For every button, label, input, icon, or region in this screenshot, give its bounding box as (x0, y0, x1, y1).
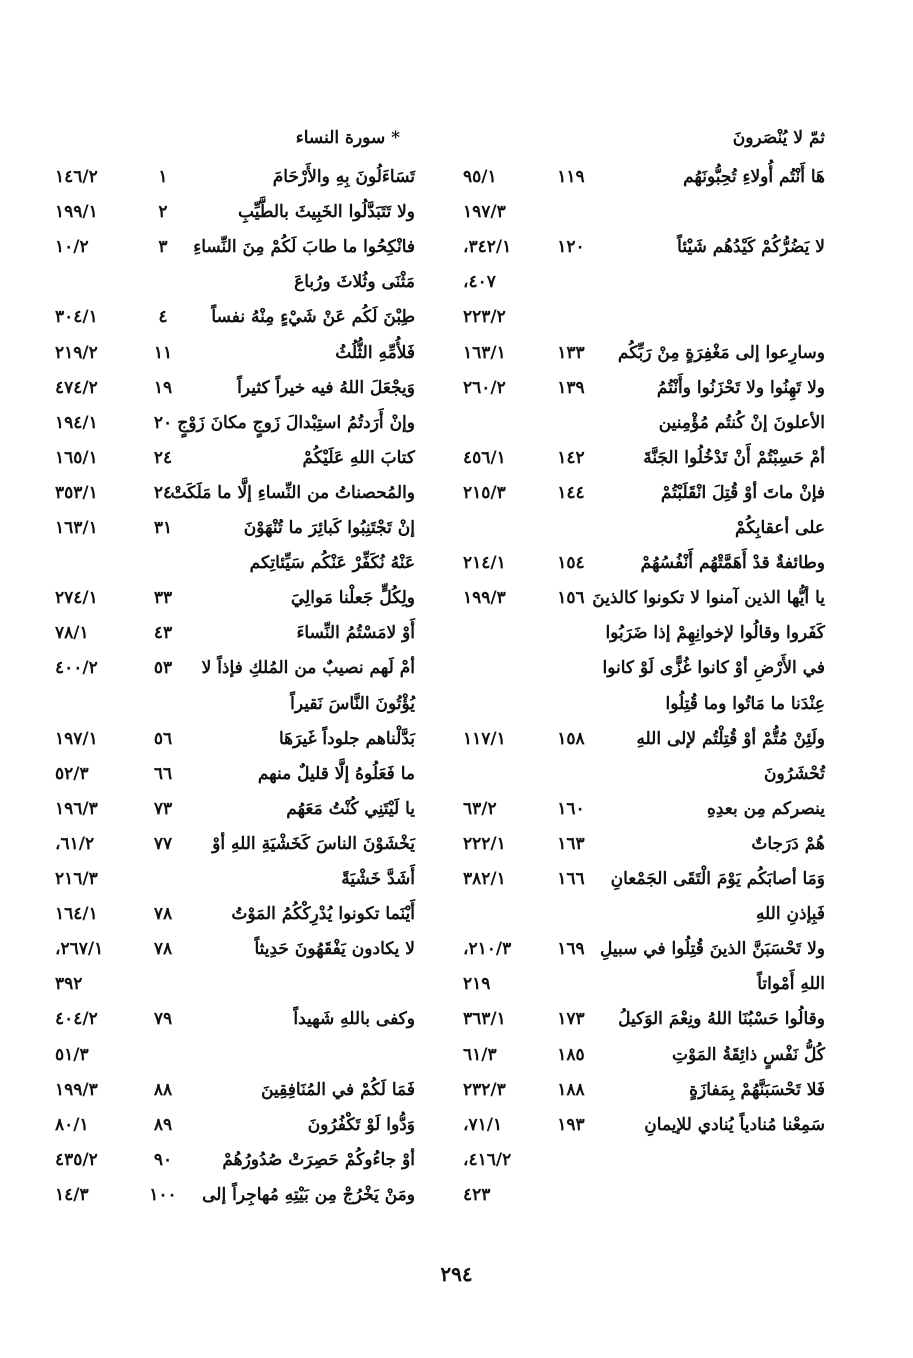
verse-text: أمْ لَهم نصيبٌ من المُلكِ فإذاً لا (201, 658, 415, 679)
volume-page-ref: ٢١٠/٣، (463, 939, 512, 960)
verse-text: أوْ جاءُوكُمْ حَصِرَتْ صُدُورُهُمْ (222, 1149, 415, 1170)
verse-number: ٢٠ (153, 412, 173, 433)
index-row (463, 616, 825, 650)
volume-page-ref: ٢١٩ (463, 974, 491, 995)
verse-text: وإنْ أَرَدتُمُ استِبْدالَ زَوجٍ مكانَ زَوْجٍ (177, 412, 415, 433)
index-row (463, 300, 825, 334)
volume-page-ref: ٢١٩/٢ (55, 342, 98, 363)
volume-page-ref: ٣٨٢/١ (463, 869, 506, 889)
verse-text: وسارِعوا إلى مَغْفِرَةٍ مِنْ رَبِّكُم (617, 342, 825, 363)
verse-text: ومَنْ يَخْرُجْ مِن بَيْتِهِ مُهاجِراً إلى (202, 1184, 415, 1205)
index-row (55, 511, 415, 545)
index-row (55, 160, 415, 194)
index-row (463, 441, 825, 475)
verse-number: ١٧٣ (557, 1009, 585, 1030)
index-row (55, 441, 415, 475)
verse-text: هَا أَنْتُم أُولاءِ تُحِبُّونَهُم (683, 167, 825, 187)
verse-number: ١٥٦ (557, 588, 585, 609)
verse-number: ١٨٥ (557, 1044, 585, 1065)
verse-number: ١٨٨ (557, 1079, 585, 1100)
index-row (463, 160, 825, 194)
verse-number: ٦٦ (153, 763, 173, 784)
volume-page-ref: ٣٦٣/١ (463, 1009, 506, 1030)
volume-page-ref: ١٩٧/٣ (463, 202, 506, 223)
verse-text: وَدُّوا لَوْ تَكْفُرُونَ (307, 1114, 415, 1135)
verse-text: ولا تَحْسَبَنَّ الذينَ قُتِلُوا في سبيلِ (599, 939, 825, 960)
volume-page-ref: ٢٣٢/٣ (463, 1079, 506, 1100)
volume-page-ref: ١٩٧/١ (55, 728, 98, 749)
verse-number: ٩٠ (153, 1149, 173, 1170)
index-row (55, 476, 415, 510)
verse-text: وَمَا أصابَكُم يَوْمَ الْتَقَى الجَمْعانِ (610, 869, 825, 889)
volume-page-ref: ٦١/٣ (463, 1044, 497, 1065)
verse-text: أمْ حَسِبْتُمْ أَنْ تَدْخُلُوا الجَنَّةَ (643, 447, 825, 468)
verse-text: في الأَرْضِ أوْ كانوا غُزًّى لَوْ كانوا (602, 658, 825, 679)
verse-number: ٢ (158, 202, 168, 223)
verse-text: وقالُوا حَسْبُنَا اللهُ ونِعْمَ الوَكيلُ (618, 1009, 825, 1030)
index-row (463, 581, 825, 615)
volume-page-ref: ٥٢/٣ (55, 763, 89, 784)
verse-text: مَثْنَى وثُلاثَ ورُباعَ (294, 272, 415, 293)
index-row (463, 897, 825, 931)
verse-number: ١٥٨ (557, 728, 585, 749)
index-row (463, 722, 825, 756)
index-row (55, 722, 415, 756)
volume-page-ref: ١٩٩/١ (55, 202, 98, 223)
index-row (463, 967, 825, 1001)
verse-text: يا لَيْتَنِي كُنْتُ مَعَهُم (286, 798, 415, 819)
verse-text: ولَئِنْ مُتُّمْ أوْ قُتِلْتُم لإلى اللهِ (636, 728, 825, 749)
volume-page-ref: ١٩٩/٣ (55, 1079, 98, 1100)
index-row (55, 792, 415, 826)
verse-number: ١٦٩ (557, 939, 585, 960)
volume-page-ref: ٢٢٢/١ (463, 833, 506, 854)
index-row (463, 406, 825, 440)
verse-text: والمُحصناتُ من النِّساءِ إلَّا ما مَلَكَتْ (170, 482, 415, 503)
verse-text: أَشَدَّ خَشْيَةً (341, 869, 415, 889)
verse-text: لا يكادون يَفْقَهُونَ حَدِيثاً (254, 939, 415, 960)
verse-number: ١٣٣ (557, 342, 585, 363)
index-row (463, 792, 825, 826)
verse-text: ينصركم مِن بعدِهِ (706, 798, 825, 819)
volume-page-ref: ٢١٤/١ (463, 553, 506, 574)
volume-page-ref: ٤٥٦/١ (463, 447, 506, 468)
verse-number: ٤ (158, 307, 168, 328)
verse-text: ولِكُلٍّ جَعلْنا مَوالِيَ (290, 588, 415, 609)
volume-page-ref: ١٦٥/١ (55, 447, 98, 468)
volume-page-ref: ٧١/١، (463, 1114, 503, 1135)
verse-number: ١٦٣ (557, 833, 585, 854)
volume-page-ref: ١٦٤/١ (55, 904, 98, 925)
index-row (463, 1143, 825, 1177)
volume-page-ref: ٤٠٠/٢ (55, 658, 98, 679)
verse-number: ١١ (153, 342, 173, 363)
index-row (463, 651, 825, 685)
index-row (463, 476, 825, 510)
volume-page-ref: ٦٣/٢ (463, 798, 497, 819)
index-row (55, 230, 415, 264)
verse-number: ٧٩ (153, 1009, 173, 1030)
left-column-heading: * سورة النساء (295, 128, 400, 148)
verse-number: ٥٣ (153, 658, 173, 679)
verse-text: فَلا تَحْسَبَنَّهُمْ بِمَفازَةٍ (689, 1079, 825, 1100)
verse-number: ١٠٠ (149, 1184, 177, 1205)
index-row (463, 827, 825, 861)
verse-number: ١٥٤ (557, 553, 585, 574)
verse-text: إنْ تَجْتَنِبُوا كَبائِرَ ما تُنْهَوْنَ (243, 518, 415, 538)
verse-number: ٣١ (153, 518, 173, 538)
volume-page-ref: ٥١/٣ (55, 1044, 89, 1065)
verse-text: عَنْهُ نُكَفِّرْ عَنْكُم سَيِّئاتِكم (249, 553, 415, 574)
volume-page-ref: ٤٣٥/٢ (55, 1149, 98, 1170)
volume-page-ref: ٢٢٣/٢ (463, 307, 506, 328)
verse-text: يُؤْتُونَ النَّاسَ نَقيراً (290, 693, 415, 714)
volume-page-ref: ٣٩٢ (55, 974, 83, 995)
verse-number: ٧٨ (153, 939, 173, 960)
verse-text: تَسَاءَلُونَ بِهِ والأَرْحَامَ (272, 167, 415, 187)
index-row (55, 1108, 415, 1142)
index-row (55, 651, 415, 685)
index-row (463, 1108, 825, 1142)
verse-number: ١٦٦ (557, 869, 585, 889)
index-row (463, 932, 825, 966)
verse-text: الأعلونَ إنْ كُنتُم مُؤْمِنين (658, 412, 825, 433)
volume-page-ref: ١٤٦/٢ (55, 167, 98, 187)
verse-number: ١٤٢ (557, 447, 585, 468)
index-row (55, 371, 415, 405)
verse-number: ٢٤ (153, 447, 173, 468)
verse-text: أَيْنَما تكونوا يُدْرِكْكُمُ المَوْتُ (231, 904, 415, 925)
index-row (55, 862, 415, 896)
verse-number: ٣٣ (153, 588, 173, 609)
verse-text: كُلُّ نَفْسٍ ذائِقَةُ المَوْتِ (672, 1044, 825, 1065)
index-row (463, 336, 825, 370)
verse-text: وَيجْعَلَ اللهُ فيه خيراً كثيراً (237, 377, 415, 398)
verse-number: ٤٣ (153, 623, 173, 644)
verse-number: ١٩ (153, 377, 173, 398)
volume-page-ref: ٦١/٢، (55, 833, 95, 854)
volume-page-ref: ٤٠٧، (463, 272, 496, 293)
volume-page-ref: ١٠/٢ (55, 237, 89, 258)
index-row (55, 932, 415, 966)
volume-page-ref: ٢١٥/٣ (463, 482, 506, 503)
verse-text: بَدَّلْناهم جلوداً غَيرَهَا (278, 728, 415, 749)
verse-number: ١٤٤ (557, 482, 585, 503)
volume-page-ref: ٢٦٧/١، (55, 939, 104, 960)
index-row (55, 336, 415, 370)
index-row (55, 827, 415, 861)
index-row (55, 546, 415, 580)
verse-text: يا أيُّها الذين آمنوا لا تكونوا كالذينَ (592, 588, 825, 609)
volume-page-ref: ٣٥٣/١ (55, 482, 98, 503)
verse-text: وكفى باللهِ شَهيداً (293, 1009, 415, 1030)
index-row (463, 371, 825, 405)
verse-number: ١ (158, 167, 168, 187)
volume-page-ref: ٨٠/١ (55, 1114, 89, 1135)
volume-page-ref: ٩٥/١ (463, 167, 497, 187)
volume-page-ref: ٣٠٤/١ (55, 307, 98, 328)
verse-number: ٢٤ (153, 482, 173, 503)
index-row (463, 195, 825, 229)
volume-page-ref: ٢١٦/٣ (55, 869, 98, 889)
volume-page-ref: ٤٧٤/٢ (55, 377, 98, 398)
index-row (463, 1073, 825, 1107)
verse-number: ٣ (158, 237, 168, 258)
verse-text: ولا تَهِنُوا ولا تَحْزَنُوا وأَنْتُمُ (656, 377, 825, 398)
verse-text: فَمَا لَكُمْ في المُنَافِقِينَ (261, 1079, 415, 1100)
right-column-heading: ثمّ لا يُنْصَرونَ (732, 128, 825, 148)
verse-number: ١٩٣ (557, 1114, 585, 1135)
index-row (463, 546, 825, 580)
index-row (463, 265, 825, 299)
verse-text: طِبْنَ لَكُم عَنْ شَيْءٍ مِنْهُ نفساً (211, 307, 415, 328)
index-row (55, 1073, 415, 1107)
verse-text: سَمِعْنا مُنادياً يُنادي للإيمانِ (644, 1114, 825, 1135)
volume-page-ref: ١٩٤/١ (55, 412, 98, 433)
verse-text: وطائفةٌ قدْ أَهَمَّتْهُم أَنْفُسُهُمْ (640, 553, 825, 574)
volume-page-ref: ١٩٩/٣ (463, 588, 506, 609)
index-row (463, 511, 825, 545)
verse-text: اللهِ أَمْواتاً (757, 974, 825, 995)
index-row (55, 581, 415, 615)
verse-text: على أعقابِكُمْ (735, 518, 825, 538)
index-row (463, 1038, 825, 1072)
index-row (55, 1002, 415, 1036)
volume-page-ref: ١٤/٣ (55, 1184, 89, 1205)
volume-page-ref: ٧٨/١ (55, 623, 89, 644)
index-row (55, 897, 415, 931)
index-row (55, 616, 415, 650)
volume-page-ref: ١٦٣/١ (55, 518, 98, 538)
verse-number: ٧٣ (153, 798, 173, 819)
index-row (55, 265, 415, 299)
verse-text: ولا تَتَبَدَّلُوا الخَبِيثَ بالطَّيِّبِ (238, 202, 415, 223)
volume-page-ref: ٤١٦/٢، (463, 1149, 512, 1170)
verse-number: ١٢٠ (557, 237, 585, 258)
volume-page-ref: ١١٧/١ (463, 728, 506, 749)
index-row (463, 687, 825, 721)
index-row (463, 1178, 825, 1212)
index-row (55, 1038, 415, 1072)
volume-page-ref: ١٦٣/١ (463, 342, 506, 363)
index-row (463, 757, 825, 791)
verse-number: ٥٦ (153, 728, 173, 749)
verse-text: ما فَعَلُوهُ إلَّا قليلٌ منهم (257, 763, 415, 784)
index-row (463, 862, 825, 896)
verse-text: أَوْ لامَسْتُمُ النِّساءَ (296, 623, 415, 644)
volume-page-ref: ٤٠٤/٢ (55, 1009, 98, 1030)
index-row (55, 687, 415, 721)
index-row (463, 230, 825, 264)
verse-text: كَفَروا وقالُوا لإخوانِهِمْ إذا ضَرَبُوا (605, 623, 825, 644)
verse-text: لا يَضُرُّكُمْ كَيْدُهُم شَيْئاً (677, 237, 825, 258)
volume-page-ref: ٤٢٣ (463, 1184, 491, 1205)
volume-page-ref: ٣٤٢/١، (463, 237, 512, 258)
index-row (55, 195, 415, 229)
page-number: ٢٩٤ (440, 1262, 473, 1286)
index-row (463, 1002, 825, 1036)
verse-text: تُحْشَرُونَ (764, 763, 825, 784)
verse-number: ٨٩ (153, 1114, 173, 1135)
verse-text: كتابَ اللهِ عَلَيْكُمْ (302, 447, 415, 468)
verse-text: عِنْدَنا ما مَاتُوا وما قُتِلُوا (665, 693, 825, 714)
verse-text: فإنْ ماتَ أوْ قُتِلَ انْقَلَبْتُمْ (660, 482, 825, 503)
verse-text: فانْكِحُوا ما طابَ لَكُمْ مِنَ النِّساءِ (193, 237, 415, 258)
verse-text: هُمْ دَرَجاتٌ (751, 833, 825, 854)
index-row (55, 406, 415, 440)
verse-number: ١١٩ (557, 167, 585, 187)
verse-text: فَبِإذنِ اللهِ (755, 904, 825, 925)
verse-number: ٨٨ (153, 1079, 173, 1100)
verse-number: ٧٧ (153, 833, 173, 854)
verse-number: ١٦٠ (557, 798, 585, 819)
verse-text: فَلأُمِّهِ الثُّلُثُ (335, 342, 415, 363)
verse-text: يَخْشَوْنَ الناسَ كَخَشْيَةِ اللهِ أوْ (212, 833, 415, 854)
volume-page-ref: ٢٦٠/٢ (463, 377, 506, 398)
index-row (55, 967, 415, 1001)
index-row (55, 757, 415, 791)
volume-page-ref: ٢٧٤/١ (55, 588, 98, 609)
index-row (55, 1178, 415, 1212)
index-row (55, 1143, 415, 1177)
verse-number: ١٣٩ (557, 377, 585, 398)
index-row (55, 300, 415, 334)
verse-number: ٧٨ (153, 904, 173, 925)
volume-page-ref: ١٩٦/٣ (55, 798, 98, 819)
